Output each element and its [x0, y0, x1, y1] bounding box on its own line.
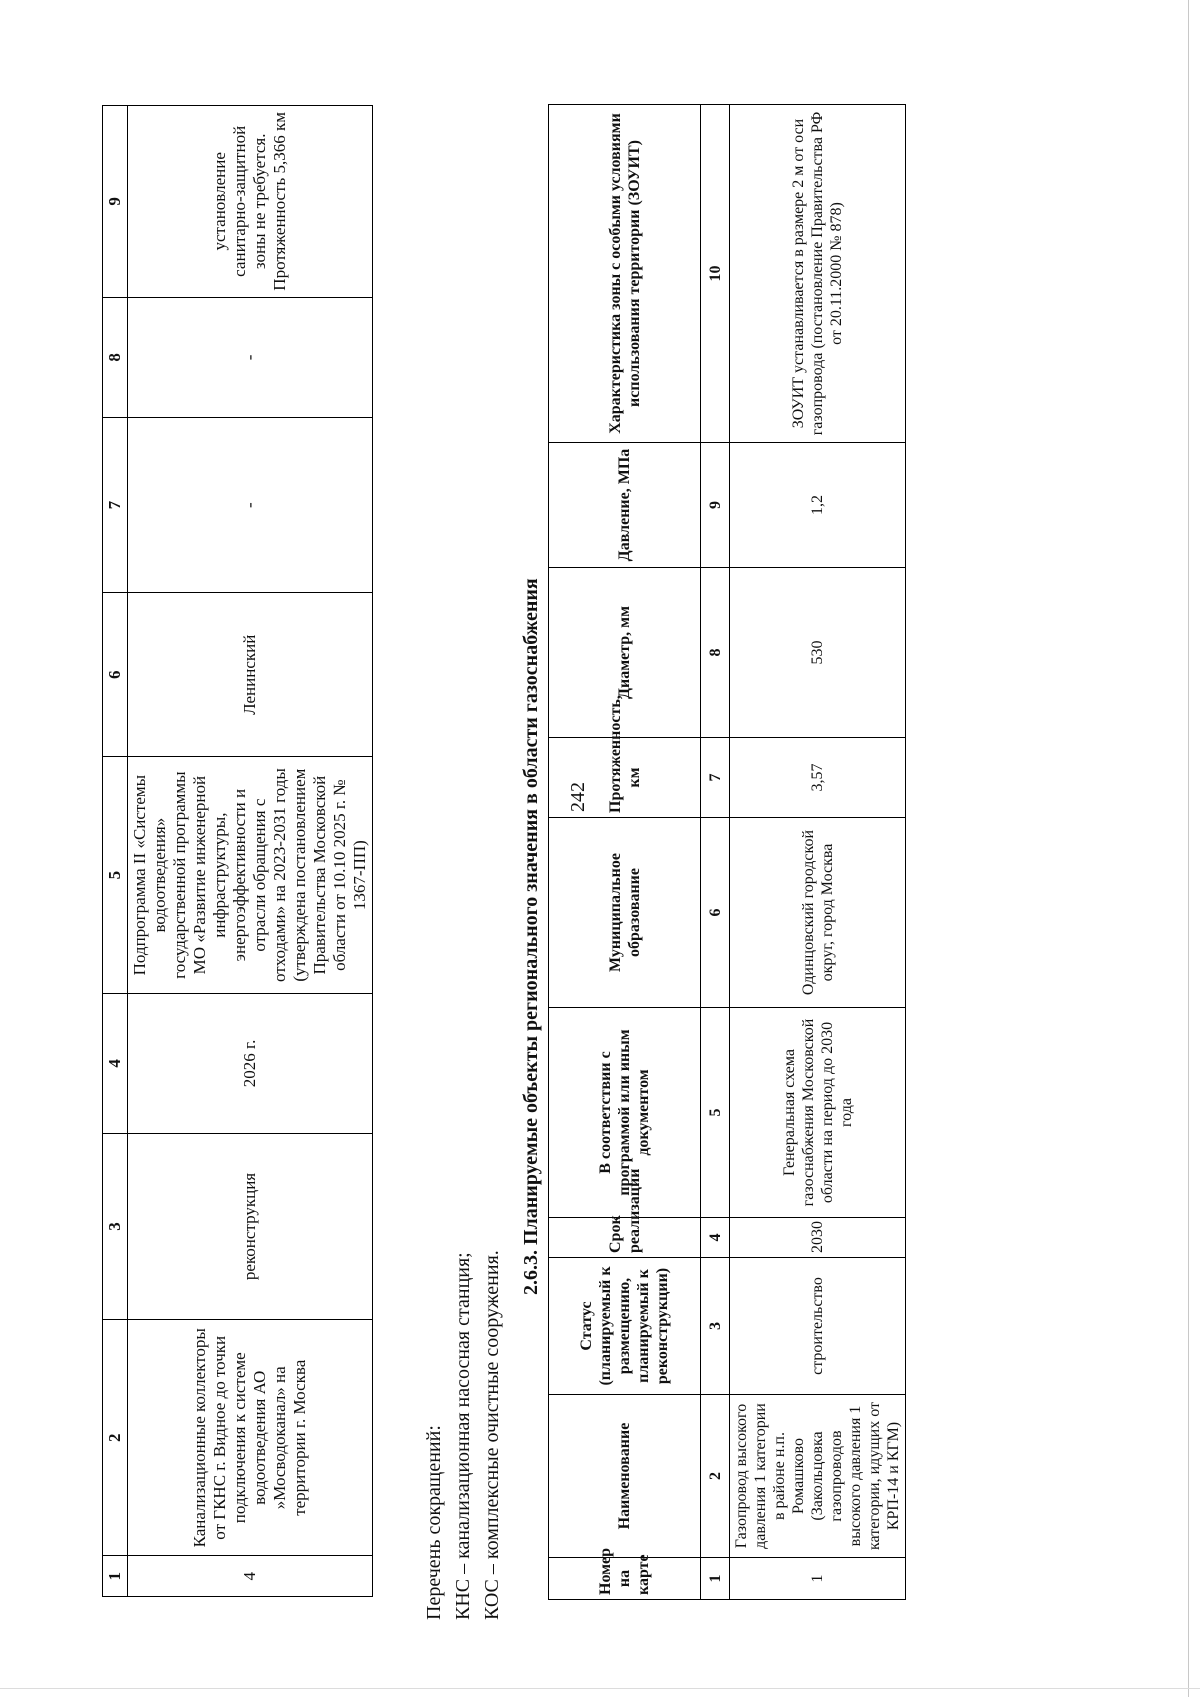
- object-status: строительство: [730, 1258, 906, 1395]
- program-document: Подпрограмма II «Системы водоотведения» государственной программы МО «Развитие инженерной инфраструктуры, энергоэффективности и отрасли обращения с отходами» на 2023-2031 годы (утверждена постановлением Правительства Московской области от 10.10 2025 г. № 1367-ПП): [128, 757, 373, 993]
- header-status: Статус (планируемый к размещению, планируемый к реконструкции): [549, 1258, 701, 1395]
- municipality: Одинцовский городской округ, город Москва: [730, 818, 906, 1008]
- column-number-2: 2: [701, 1395, 730, 1558]
- column-numbers-row: [701, 105, 730, 1600]
- column-number-7: 7: [701, 738, 730, 818]
- page-number: 242: [567, 782, 589, 812]
- program-document: Генеральная схема газоснабжения Московской области на период до 2030 года: [730, 1008, 906, 1218]
- abbreviations-title: Перечень сокращений:: [423, 1425, 445, 1620]
- column-number-4: 4: [103, 993, 128, 1133]
- pipeline-diameter: 530: [730, 568, 906, 738]
- column-number-3: 3: [701, 1258, 730, 1395]
- implementation-term: 2030: [730, 1218, 906, 1258]
- column-number-3: 3: [103, 1133, 128, 1319]
- column-number-8: 8: [103, 297, 128, 417]
- header-length: Протяженность, км: [549, 738, 701, 818]
- municipality: Ленинский: [128, 593, 373, 757]
- column-number-1: 1: [701, 1558, 730, 1600]
- column-7-value: -: [128, 418, 373, 593]
- column-number-5: 5: [103, 757, 128, 993]
- table-header-row: [549, 105, 701, 1600]
- column-8-value: -: [128, 297, 373, 417]
- abbreviations-list: [420, 1100, 507, 1620]
- object-status: реконструкция: [128, 1133, 373, 1319]
- pipeline-pressure: 1,2: [730, 443, 906, 568]
- header-name: Наименование: [549, 1395, 701, 1558]
- object-name: Канализационные коллекторы от ГКНС г. Видное до точки подключения к системе водоотведения АО »Мосводоканал» на территории г. Москва: [128, 1320, 373, 1556]
- row-number: 4: [128, 1556, 373, 1597]
- object-name: Газопровод высокого давления 1 категории в районе н.п. Ромашково (Закольцовка газопроводов высокого давления 1 категории, идущих от КРП-14 и КГМ): [730, 1395, 906, 1558]
- header-pressure: Давление, МПа: [549, 443, 701, 568]
- abbreviation-kns: КНС – канализационная насосная станция;: [452, 1252, 474, 1620]
- column-number-8: 8: [701, 568, 730, 738]
- header-term: Срок реализации: [549, 1218, 701, 1258]
- column-number-10: 10: [701, 105, 730, 443]
- scan-bottom-line: [0, 1688, 1200, 1689]
- table-row: [730, 105, 906, 1600]
- implementation-term: 2026 г.: [128, 993, 373, 1133]
- header-document: В соответствии с программой или иным документом: [549, 1008, 701, 1218]
- section-heading: 2.6.3. Планируемые объекты регионального значения в области газоснабжения: [520, 578, 542, 1295]
- zone-description: ЗОУИТ устанавливается в размере 2 м от оси газопровода (постановление Правительства РФ от 20.11.2000 № 878): [730, 105, 906, 443]
- scan-edge-line: [1188, 0, 1189, 1697]
- table-row: [128, 106, 373, 1597]
- pipeline-length: 3,57: [730, 738, 906, 818]
- column-number-9: 9: [103, 106, 128, 298]
- column-number-2: 2: [103, 1320, 128, 1556]
- header-municipality: Муниципальное образование: [549, 818, 701, 1008]
- gas-supply-table: [548, 104, 906, 1600]
- abbreviation-kos: КОС – комплексные очистные сооружения.: [481, 1250, 503, 1620]
- column-number-4: 4: [701, 1218, 730, 1258]
- column-number-9: 9: [701, 443, 730, 568]
- header-zone: Характеристика зоны с особыми условиями использования территории (ЗОУИТ): [549, 105, 701, 443]
- column-number-6: 6: [701, 818, 730, 1008]
- wastewater-table: [102, 105, 373, 1597]
- column-number-7: 7: [103, 418, 128, 593]
- row-number: 1: [730, 1558, 906, 1600]
- column-number-6: 6: [103, 593, 128, 757]
- zone-description: установление санитарно-защитной зоны не требуется. Протяженность 5,366 км: [128, 106, 373, 298]
- header-map-number: Номер на карте: [549, 1558, 701, 1600]
- table-header-row: [103, 106, 128, 1597]
- column-number-5: 5: [701, 1008, 730, 1218]
- header-diameter: Диаметр, мм: [549, 568, 701, 738]
- column-number-1: 1: [103, 1556, 128, 1597]
